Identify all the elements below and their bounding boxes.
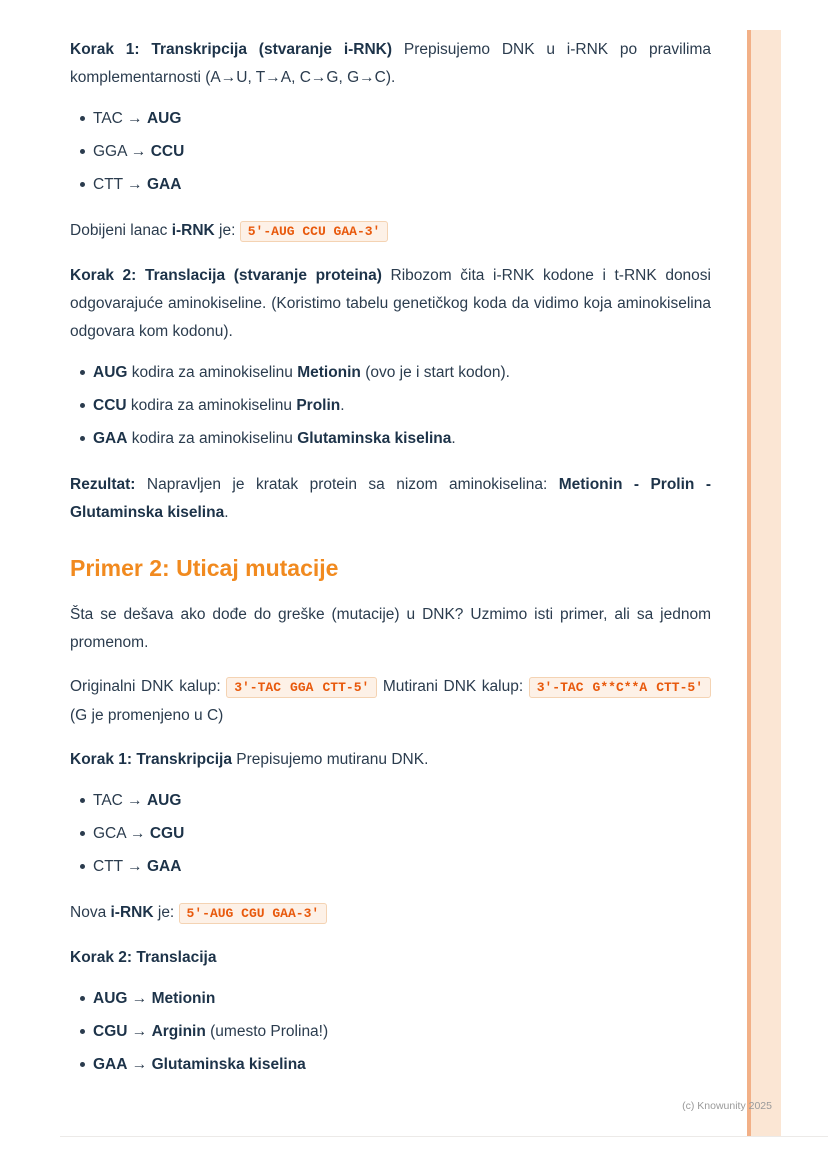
- irnk-result-paragraph: [70, 217, 711, 246]
- rezultat-label: Rezultat:: [70, 476, 136, 493]
- nova-irnk-sequence-code: 5'-AUG CGU GAA-3': [179, 903, 328, 924]
- list-item: [93, 823, 711, 844]
- codon-source: GGA →: [93, 143, 151, 160]
- rezultat-protein: Metionin - Prolin - Glutaminska kiselina: [70, 476, 711, 521]
- codon-name: CCU: [93, 397, 127, 414]
- page-bottom-edge: [60, 1136, 828, 1137]
- codon-note: (ovo je i start kodon).: [360, 364, 510, 381]
- codon-result: AUG: [146, 792, 182, 809]
- primer2-korak1-codon-list: [70, 790, 711, 877]
- rezultat-end: .: [224, 504, 229, 521]
- kalup-label-original: Originalni DNK kalup:: [70, 678, 227, 695]
- list-item: [93, 988, 711, 1009]
- list-item: [93, 1054, 711, 1075]
- primer2-korak2-amino-list: [70, 988, 711, 1075]
- primer2-intro-paragraph: Šta se dešava ako dođe do greške (mutacije) u DNK? Uzmimo isti primer, ali sa jednom promenom.: [70, 606, 711, 651]
- codon-name: GAA: [93, 1056, 128, 1073]
- korak1-codon-list: [70, 108, 711, 195]
- primer2-heading: Primer 2: Uticaj mutacije: [70, 555, 339, 581]
- primer2-korak1-paragraph: [70, 746, 711, 774]
- result-text: je:: [214, 222, 240, 239]
- korak2-amino-list: [70, 362, 711, 449]
- codon-name: AUG: [93, 364, 128, 381]
- primer2-korak2-heading: Korak 2: Translacija: [70, 949, 217, 966]
- amino-name: Metionin: [297, 364, 361, 381]
- arrow-text: →: [127, 990, 152, 1007]
- amino-name: Glutaminska kiselina: [151, 1056, 306, 1073]
- codon-source: CTT →: [93, 858, 147, 875]
- codon-name: AUG: [93, 990, 128, 1007]
- list-item: [93, 1021, 711, 1042]
- kalup-paragraph: [70, 673, 711, 730]
- list-item: [93, 395, 711, 416]
- list-item: [93, 108, 711, 129]
- kalup-note: (G je promenjeno u C): [70, 707, 224, 724]
- codon-result: CCU: [150, 143, 185, 160]
- codon-result: CGU: [149, 825, 185, 842]
- korak2-text: Ribozom čita i-RNK kodone i t-RNK donosi odgovarajuće aminokiseline. (Koristimo tabelu genetičkog koda da vidimo koja aminokiselina odgovara kom kodonu).: [70, 267, 711, 340]
- document-content: [70, 36, 711, 1097]
- list-item: [93, 362, 711, 383]
- kalup-label-mutirani: Mutirani DNK kalup:: [377, 678, 529, 695]
- codon-name: GAA: [93, 430, 128, 447]
- amino-name: Metionin: [151, 990, 216, 1007]
- korak1-text: Prepisujemo DNK u i-RNK po pravilima komplementarnosti (A→U, T→A, C→G, G→C).: [70, 41, 711, 86]
- list-item: [93, 174, 711, 195]
- codon-result: GAA: [146, 176, 182, 193]
- copyright-footer: (c) Knowunity 2025: [682, 1100, 772, 1112]
- codon-source: CTT →: [93, 176, 147, 193]
- codon-source: GCA →: [93, 825, 150, 842]
- list-item: [93, 790, 711, 811]
- codon-source: TAC →: [93, 792, 147, 809]
- page-edge-decoration: [747, 30, 781, 1136]
- codon-result: GAA: [146, 858, 182, 875]
- list-item: [93, 856, 711, 877]
- nova-text: Nova: [70, 904, 111, 921]
- result-bold: i-RNK: [171, 222, 215, 239]
- korak2-heading: Korak 2: Translacija (stvaranje proteina): [70, 267, 382, 284]
- nova-irnk-paragraph: [70, 899, 711, 928]
- amino-name: Prolin: [296, 397, 341, 414]
- primer2-korak1-text: Prepisujemo mutiranu DNK.: [231, 751, 429, 768]
- nova-text: je:: [153, 904, 179, 921]
- arrow-text: →: [127, 1023, 152, 1040]
- codon-note: .: [340, 397, 345, 414]
- primer2-korak1-heading: Korak 1: Transkripcija: [70, 751, 232, 768]
- codon-result: AUG: [146, 110, 182, 127]
- korak1-paragraph: [70, 36, 711, 92]
- codon-desc: kodira za aminokiselinu: [127, 430, 298, 447]
- rezultat-text: Napravljen je kratak protein sa nizom aminokiselina:: [135, 476, 559, 493]
- korak2-paragraph: [70, 262, 711, 346]
- amino-name: Arginin: [151, 1023, 206, 1040]
- amino-name: Glutaminska kiselina: [297, 430, 452, 447]
- codon-name: CGU: [93, 1023, 128, 1040]
- result-text: Dobijeni lanac: [70, 222, 172, 239]
- nova-bold: i-RNK: [110, 904, 154, 921]
- list-item: [93, 141, 711, 162]
- korak1-heading: Korak 1: Transkripcija (stvaranje i-RNK): [70, 41, 393, 58]
- primer2-korak2-paragraph: [70, 944, 711, 972]
- codon-desc: kodira za aminokiselinu: [126, 397, 297, 414]
- codon-note: .: [451, 430, 456, 447]
- irnk-sequence-code: 5'-AUG CCU GAA-3': [240, 221, 389, 242]
- list-item: [93, 428, 711, 449]
- rezultat-paragraph: [70, 471, 711, 527]
- dnk-mutirani-code: 3'-TAC G**C**A CTT-5': [529, 677, 711, 698]
- arrow-text: →: [127, 1056, 152, 1073]
- dnk-original-code: 3'-TAC GGA CTT-5': [226, 677, 377, 698]
- codon-note: (umesto Prolina!): [205, 1023, 329, 1040]
- codon-source: TAC →: [93, 110, 147, 127]
- codon-desc: kodira za aminokiselinu: [127, 364, 298, 381]
